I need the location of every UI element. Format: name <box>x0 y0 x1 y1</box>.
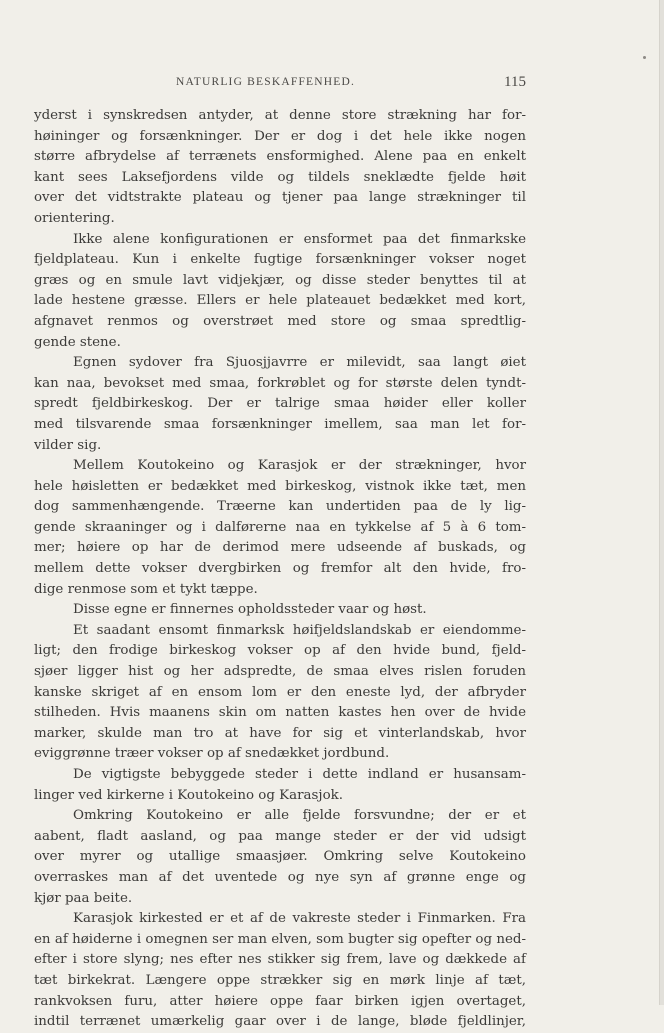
text-line: orientering. <box>34 210 115 226</box>
text-line: tæt birkekrat. Længere oppe strækker sig en mørk linje af tæt, <box>34 972 526 988</box>
text-line: mer; høiere op har de derimod mere udseende af buskads, og <box>34 540 526 556</box>
text-line: større afbrydelse af terrænets ensformighed. Alene paa en enkelt <box>34 149 526 165</box>
text-line: over myrer og utallige smaasjøer. Omkring selve Koutokeino <box>34 849 526 865</box>
text-line: Omkring Koutokeino er alle fjelde forsvundne; der er et <box>73 808 526 824</box>
text-line: kan naa, bevokset med smaa, forkrøblet og for største delen tyndt- <box>34 375 526 391</box>
text-line: vilder sig. <box>34 437 102 453</box>
text-line: Et saadant ensomt finmarksk høifjeldslandskab er eiendomme- <box>73 622 526 638</box>
text-line: sjøer ligger hist og her adspredte, de smaa elves rislen foruden <box>34 664 526 680</box>
text-line: afgnavet renmos og overstrøet med store og smaa spredtlig- <box>34 313 526 329</box>
text-line: linger ved kirkerne i Koutokeino og Karasjok. <box>34 787 343 803</box>
text-line: aabent, fladt aasland, og paa mange steder er der vid udsigt <box>34 828 526 844</box>
text-line: spredt fjeldbirkeskog. Der er talrige smaa høider eller koller <box>34 396 526 412</box>
text-line: kant sees Laksefjordens vilde og tildels sneklædte fjelde høit <box>34 169 526 185</box>
text-line: dog sammenhængende. Træerne kan undertiden paa de ly lig- <box>34 499 526 515</box>
page-header <box>34 76 526 96</box>
text-line: en af høiderne i omegnen ser man elven, som bugter sig opefter og ned- <box>34 931 526 947</box>
text-line: Mellem Koutokeino og Karasjok er der strækninger, hvor <box>73 458 526 474</box>
text-line: mellem dette vokser dvergbirken og fremfor alt den hvide, fro- <box>34 561 526 577</box>
text-line: over det vidtstrakte plateau og tjener paa lange strækninger til <box>34 190 526 206</box>
page-number: 115 <box>504 74 526 90</box>
text-line: Karasjok kirkested er et af de vakreste steder i Finmarken. Fra <box>73 911 526 927</box>
text-line: ligt; den frodige birkeskog vokser op af den hvide bund, fjeld- <box>34 643 526 659</box>
text-line: Ikke alene konfigurationen er ensformet paa det finmarkske <box>73 231 526 247</box>
text-line: fjeldplateau. Kun i enkelte fugtige forsænkninger vokser noget <box>34 252 526 268</box>
text-line: stilheden. Hvis maanens skin om natten kastes hen over de hvide <box>34 705 526 721</box>
body-text <box>34 106 526 1033</box>
text-line: græs og en smule lavt vidjekjær, og disse steder benyttes til at <box>34 272 526 288</box>
text-line: dige renmose som et tykt tæppe. <box>34 581 258 597</box>
text-line: eviggrønne træer vokser op af snedækket jordbund. <box>34 746 390 762</box>
text-line: gende stene. <box>34 334 121 350</box>
text-line: gende skraaninger og i dalførerne naa en tykkelse af 5 à 6 tom- <box>34 519 526 535</box>
text-line: med tilsvarende smaa forsænkninger imellem, saa man let for- <box>34 416 526 432</box>
text-line: overraskes man af det uventede og nye syn af grønne enge og <box>34 869 526 885</box>
text-line: yderst i synskredsen antyder, at denne store strækning har for- <box>34 108 526 123</box>
text-line: indtil terrænet umærkelig gaar over i de lange, bløde fjeldlinjer, <box>34 1014 526 1030</box>
text-line: kjør paa beite. <box>34 890 133 906</box>
text-line: marker, skulde man tro at have for sig et vinterlandskab, hvor <box>34 725 526 741</box>
text-line: høininger og forsænkninger. Der er dog i det hele ikke nogen <box>34 128 526 144</box>
text-line: kanske skriget af en ensom lom er den eneste lyd, der afbryder <box>34 684 526 700</box>
text-line: Disse egne er finnernes opholdssteder vaar og høst. <box>73 602 427 618</box>
running-title: NATURLIG BESKAFFENHED. <box>176 76 356 88</box>
text-line: hele høisletten er bedækket med birkeskog, vistnok ikke tæt, men <box>34 478 526 494</box>
text-line: rankvoksen furu, atter høiere oppe faar birken igjen overtaget, <box>34 993 526 1009</box>
text-line: De vigtigste bebyggede steder i dette indland er husansam- <box>73 767 526 782</box>
text-line: efter i store slyng; nes efter nes stikker sig frem, lave og dækkede af <box>34 952 526 968</box>
text-line: lade hestene græsse. Ellers er hele plateauet bedækket med kort, <box>34 293 526 309</box>
text-line: Egnen sydover fra Sjuosjjavrre er milevidt, saa langt øiet <box>73 355 526 371</box>
page-edge <box>659 0 664 1005</box>
print-mark <box>643 56 646 59</box>
